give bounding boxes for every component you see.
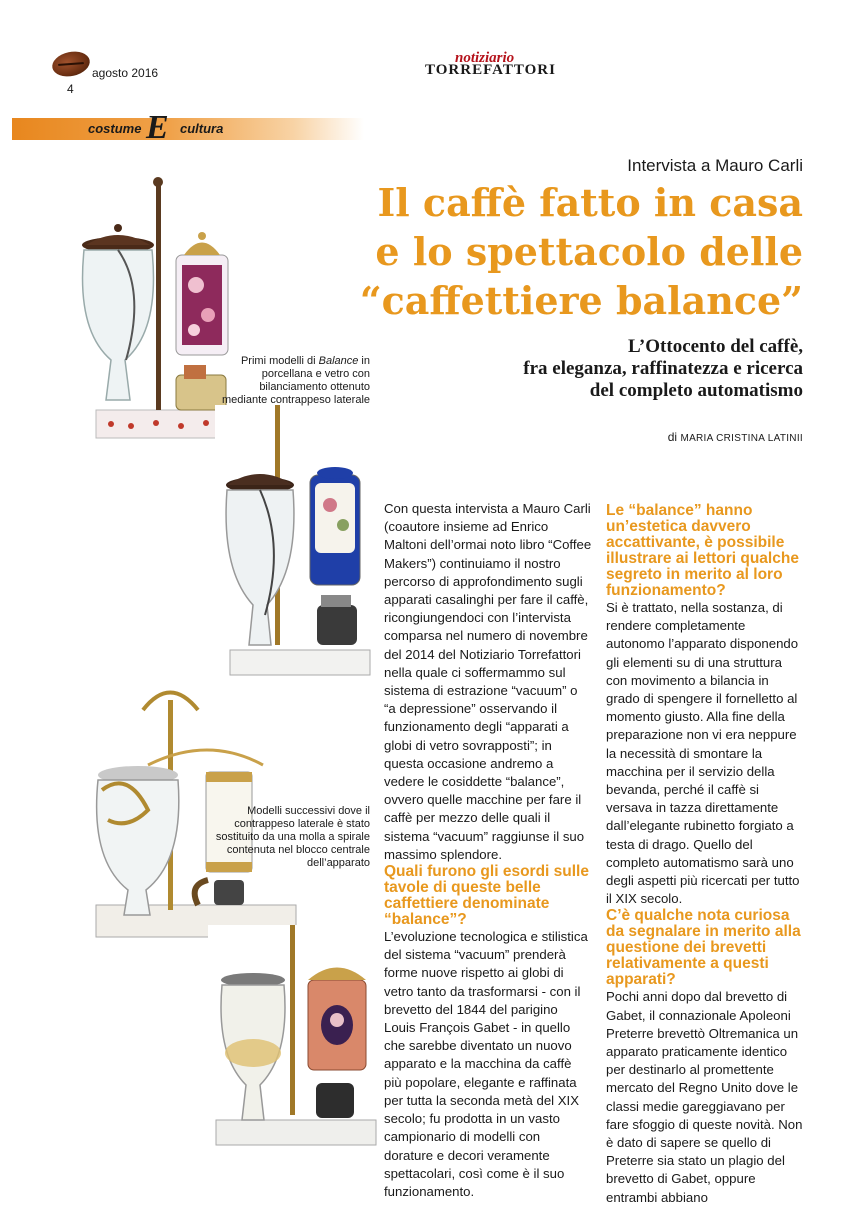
section-letter-e: E [146,109,169,146]
subhead-line-2: fra eleganza, raffinatezza e ricerca [523,358,803,379]
question-2-heading: Le “balance” hanno un’estetica davvero accattivante, è possibile illustrare ai lettori qualche segreto in merito al loro funzionamento? [606,502,799,599]
photo-caption-2: Modelli successivi dove il contrappeso laterale è stato sostituito da una molla a spirale contenuta nel blocco centrale dell’apparato [215,805,370,869]
section-label-costume: costume [88,121,142,136]
brand-torrefattori: TORREFATTORI [425,62,556,78]
caption1-italic: Balance [318,355,359,367]
question-1-heading: Quali furono gli esordi sulle tavole di queste belle caffettiere denominate “balance”? [384,863,589,929]
article-headline [243,178,803,325]
headline-line-3: “caffettiere balance” [359,278,803,323]
question-3-heading: C’è qualche nota curiosa da segnalare in merito alla questione dei brevetti relativamente a questi apparati? [606,907,801,989]
byline-prefix: di [667,430,681,444]
page-number: 4 [67,82,74,96]
balance-coffee-maker-photo-4 [208,925,383,1150]
caption1-text-b: in porcellana e vetro con bilanciamento ottenuto mediante contrappeso laterale [222,355,370,406]
byline-author: MARIA CRISTINA LATINII [680,433,803,444]
answer-1-paragraph: L’evoluzione tecnologica e stilistica del sistema “vacuum” prenderà forme nuove rispetto ai globi di vetro tanto da trasformarsi - con il brevetto del 1844 del parigino Louis François Gabet - in quello che sarebbe diventato un nuovo apparato e la macchina da caffè più popolare, elegante e raffinata per tutta la seconda metà del XIX secolo; fu prodotta in un vasto campionario di modelli con dorature e decori veramente spettacolari, così come è il suo funzionamento. [384,929,588,1199]
balance-coffee-maker-photo-2 [215,405,380,680]
subhead-line-1: L’Ottocento del caffè, [628,336,803,357]
brand-notiziario: notiziario [455,50,515,66]
article-byline [668,430,803,444]
issue-date: agosto 2016 [92,66,159,80]
answer-3-paragraph: Pochi anni dopo dal brevetto di Gabet, il connazionale Apoleoni Preterre brevettò Oltremanica un apparato praticamente identico per destinarlo al promettente mercato del Regno Unito dove le classi medie gareggiavano per fare sfoggio di queste novità. Non è dato di sapere se quello di Preterre sia stato un plagio del brevetto di Gabet, oppure entrambi abbiano [606,989,803,1205]
headline-line-2: e lo spettacolo delle [375,229,803,274]
article-kicker: Intervista a Mauro Carli [627,156,803,175]
article-subhead [363,336,803,402]
article-column-1 [384,500,592,1201]
coffee-bean-logo-icon [50,48,92,79]
intro-paragraph: Con questa intervista a Mauro Carli (coautore insieme ad Enrico Maltoni dell’ormai noto libro “Coffee Makers”) continuiamo il nostro percorso di approfondimento sugli apparati casalinghi per fare il caffè, ricongiungendoci con l’intervista comparsa nel numero di novembre del 2014 del Notiziario Torrefattori nella quale ci soffermammo sul sistema di estrazione “vacuum” o “a depressione” osservando il funzionamento degli “apparati a globi di vetro sovrapposti”; in questa occasione andremo a vedere le cosiddette “balance”, ovvero quelle macchine per fare il caffè per mezzo delle quali il sistema “vacuum” raggiunse il suo massimo splendore. [384,501,592,862]
headline-line-1: Il caffè fatto in casa [377,180,803,225]
article-column-2 [606,503,806,1207]
caption1-text-a: Primi modelli di [240,355,319,367]
subhead-line-3: del completo automatismo [589,380,803,401]
photo-caption-1 [220,355,370,407]
section-label-cultura: cultura [180,121,224,136]
answer-2-paragraph: Si è trattato, nella sostanza, di rendere completamente autonomo l’apparato disponendo gli elementi su di una struttura con movimento a bilancia in grado di spengere il fornelletto al momento giusto. Alla fine della preparazione non vi era neppure la necessità di smontare la macchina per il servizio della bevanda, perché il caffè si versava in tazza direttamente dall’elegante rubinetto forgiato a testa di drago. Quello del completo automatismo sarà uno degli aspetti più ricercati per tutto il XIX secolo. [606,600,800,907]
